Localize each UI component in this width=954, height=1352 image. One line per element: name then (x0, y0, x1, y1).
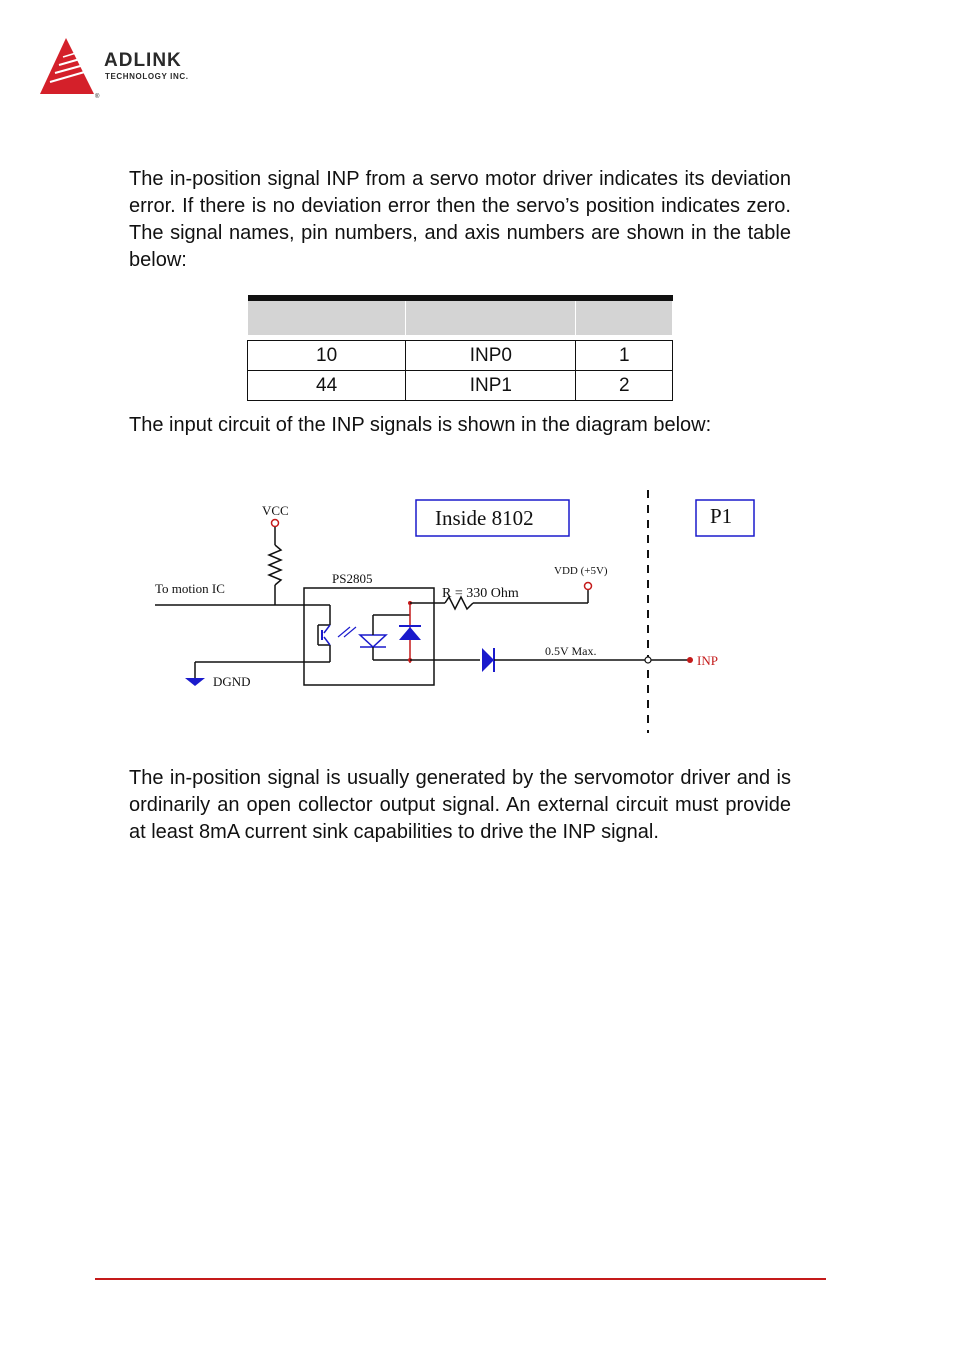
adlink-triangle-icon (38, 38, 102, 100)
adlink-logo (38, 38, 238, 100)
p1-label: P1 (710, 504, 733, 528)
vcc-label: VCC (262, 503, 289, 518)
signal-cell: INP0 (406, 341, 576, 371)
signal-cell: INP1 (406, 371, 576, 401)
axis-cell: 1 (576, 341, 673, 371)
header-signal (406, 301, 576, 335)
connector-node (645, 657, 651, 663)
table-header-row (248, 301, 673, 335)
dgnd-label: DGND (213, 674, 251, 689)
logo-subtitle: TECHNOLOGY INC. (105, 72, 189, 81)
registered-mark: ® (95, 94, 100, 100)
axis-cell: 2 (576, 371, 673, 401)
intro-paragraph: The in-position signal INP from a servo motor driver indicates its deviation error. If there is no deviation error then the servo’s position indicates zero. The signal names, pin numbers, and axis numbers are shown in the table below: (129, 168, 791, 271)
header-pin (248, 301, 406, 335)
output-diode-icon (482, 648, 494, 672)
pin-cell: 10 (248, 341, 406, 371)
vcc-terminal (272, 520, 279, 527)
vdd-terminal (585, 583, 592, 590)
circuit-intro-paragraph: The input circuit of the INP signals is shown in the diagram below: (129, 414, 712, 436)
pin-table (247, 295, 673, 401)
footer-rule (95, 1278, 826, 1280)
resistor-label: R = 330 Ohm (442, 586, 519, 601)
inp-label: INP (697, 653, 718, 668)
table-row (248, 341, 673, 371)
table-row (248, 371, 673, 401)
logo-brand: ADLINK (104, 50, 182, 71)
pullup-resistor (269, 545, 281, 585)
pin-cell: 44 (248, 371, 406, 401)
to-motion-ic-label: To motion IC (155, 581, 225, 596)
protection-diode-icon (399, 627, 421, 640)
ps2805-label: PS2805 (332, 571, 373, 586)
led-icon (360, 635, 386, 647)
header-axis (576, 301, 673, 335)
inp-input-circuit-diagram (150, 485, 770, 735)
inp-terminal (687, 657, 693, 663)
inside-8102-label: Inside 8102 (435, 506, 534, 530)
vdd-label: VDD (+5V) (554, 565, 608, 577)
dgnd-ground-icon (185, 678, 205, 686)
description-paragraph: The in-position signal is usually generated by the servomotor driver and is ordinarily an open collector output signal. An external circuit must provide at least 8mA current sink capabilities to drive the INP signal. (129, 767, 791, 843)
max-voltage-label: 0.5V Max. (545, 644, 597, 658)
